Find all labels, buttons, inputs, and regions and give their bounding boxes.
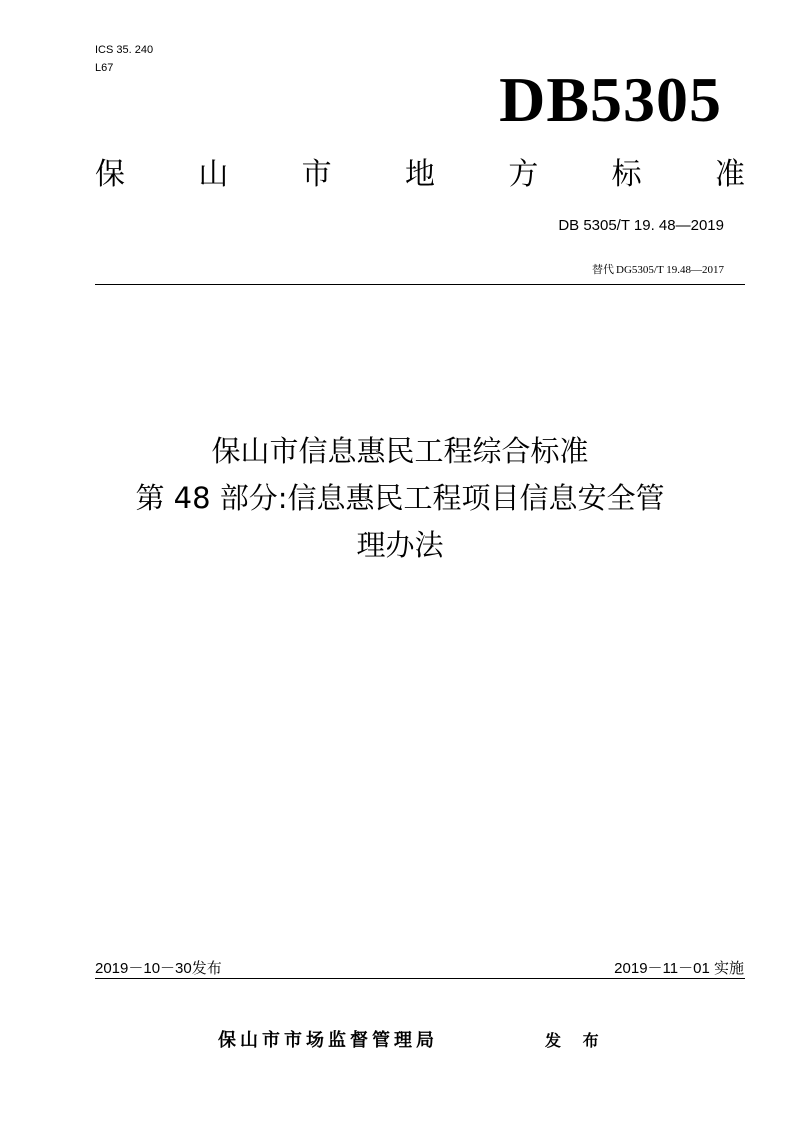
standard-type-char: 市 [301,157,332,192]
implementation-date [614,958,744,979]
standard-type-char: 标 [611,157,642,192]
issue-date-value: 2019－10－30 [95,960,192,977]
publisher-name: 保山市市场监督管理局 [218,1030,438,1051]
document-title [60,428,740,569]
title-line-3: 理办法 [356,528,444,562]
standard-type-char: 山 [198,157,229,192]
replaces-code: DG5305/T 19.48—2017 [616,264,724,276]
implementation-date-label: 实施 [713,959,744,977]
ccs-code: L67 [95,62,114,74]
top-divider [95,284,745,285]
standard-type-char: 保 [95,157,125,192]
bottom-divider [95,978,745,979]
standard-code: DB5305 [499,64,722,135]
title-line-1: 保山市信息惠民工程综合标准 [211,434,589,468]
standard-type-char: 准 [714,157,745,192]
implementation-date-value: 2019－11－01 [614,960,710,977]
issue-date [95,958,222,979]
issue-date-label: 发布 [191,959,222,977]
standard-type-heading [95,155,745,195]
standard-type-char: 方 [508,157,539,192]
ics-code: ICS 35. 240 [95,44,154,56]
document-number: DB 5305/T 19. 48—2019 [558,217,724,234]
publish-label: 发 布 [545,1031,607,1050]
replaces-label: 替代 [592,263,615,276]
title-line-2: 第 48 部分:信息惠民工程项目信息安全管 [135,481,665,515]
standard-type-char: 地 [404,157,435,192]
replaces-note [592,263,724,277]
